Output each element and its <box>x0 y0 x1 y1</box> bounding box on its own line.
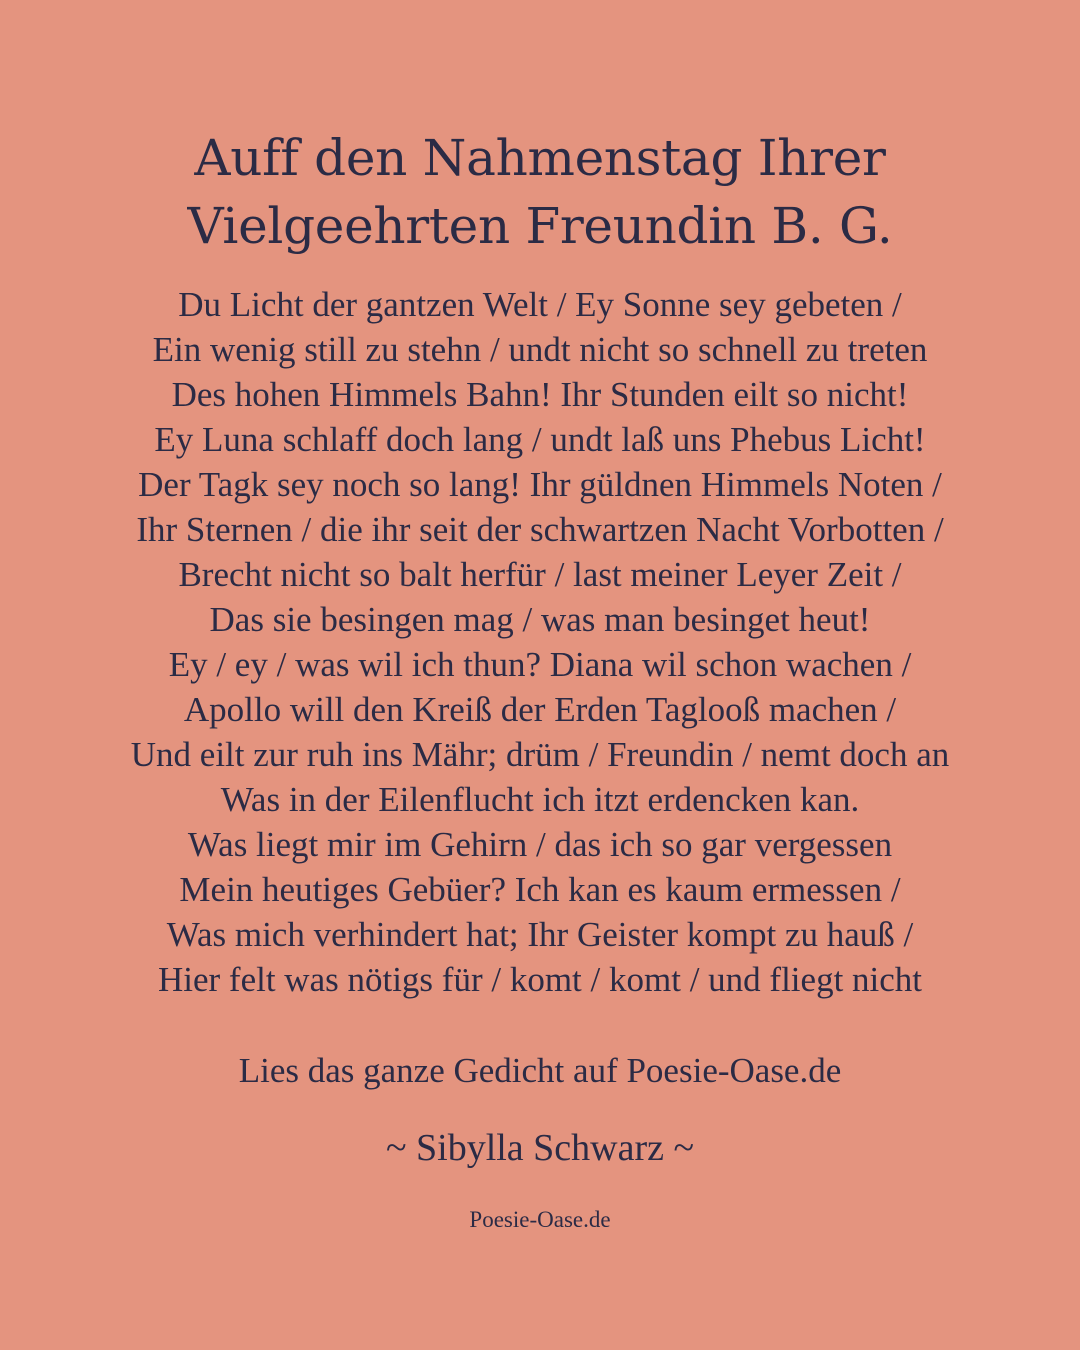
read-more-text: Lies das ganze Gedicht auf Poesie-Oase.de <box>238 1051 842 1090</box>
poem-line: Das sie besingen mag / was man besinget heut! <box>209 600 871 639</box>
poem-title-line-2: Vielgeehrten Freundin B. G. <box>187 197 893 255</box>
poem-line: Mein heutiges Gebüer? Ich kan es kaum ermessen / <box>179 870 901 909</box>
poem-line: Der Tagk sey noch so lang! Ihr güldnen Himmels Noten / <box>138 465 942 504</box>
poem-line: Ein wenig still zu stehn / undt nicht so schnell zu treten <box>152 330 928 369</box>
poem-line: Was mich verhindert hat; Ihr Geister kompt zu hauß / <box>166 915 914 954</box>
poem-line: Hier felt was nötigs für / komt / komt / und fliegt nicht <box>157 960 923 999</box>
poem-line: Und eilt zur ruh ins Mähr; drüm / Freundin / nemt doch an <box>130 735 950 774</box>
poem-line: Ihr Sternen / die ihr seit der schwartzen Nacht Vorbotten / <box>136 510 944 549</box>
poem-line: Ey / ey / was wil ich thun? Diana wil schon wachen / <box>168 645 912 684</box>
author-name: ~ Sibylla Schwarz ~ <box>385 1127 695 1169</box>
poem-title <box>40 124 1040 260</box>
poem-line: Des hohen Himmels Bahn! Ihr Stunden eilt so nicht! <box>171 375 909 414</box>
poem-line: Apollo will den Kreiß der Erden Taglooß machen / <box>183 690 897 729</box>
poem-title-line-1: Auff den Nahmenstag Ihrer <box>194 129 886 187</box>
poem-line: Ey Luna schlaff doch lang / undt laß uns Phebus Licht! <box>154 420 926 459</box>
poem-line: Was in der Eilenflucht ich itzt erdencken kan. <box>220 780 860 819</box>
poem-line: Was liegt mir im Gehirn / das ich so gar vergessen <box>187 825 893 864</box>
site-watermark: Poesie-Oase.de <box>469 1207 611 1232</box>
poem-line: Brecht nicht so balt herfür / last meiner Leyer Zeit / <box>178 555 902 594</box>
poem-body <box>20 282 1060 1002</box>
poem-line: Du Licht der gantzen Welt / Ey Sonne sey gebeten / <box>178 285 902 324</box>
